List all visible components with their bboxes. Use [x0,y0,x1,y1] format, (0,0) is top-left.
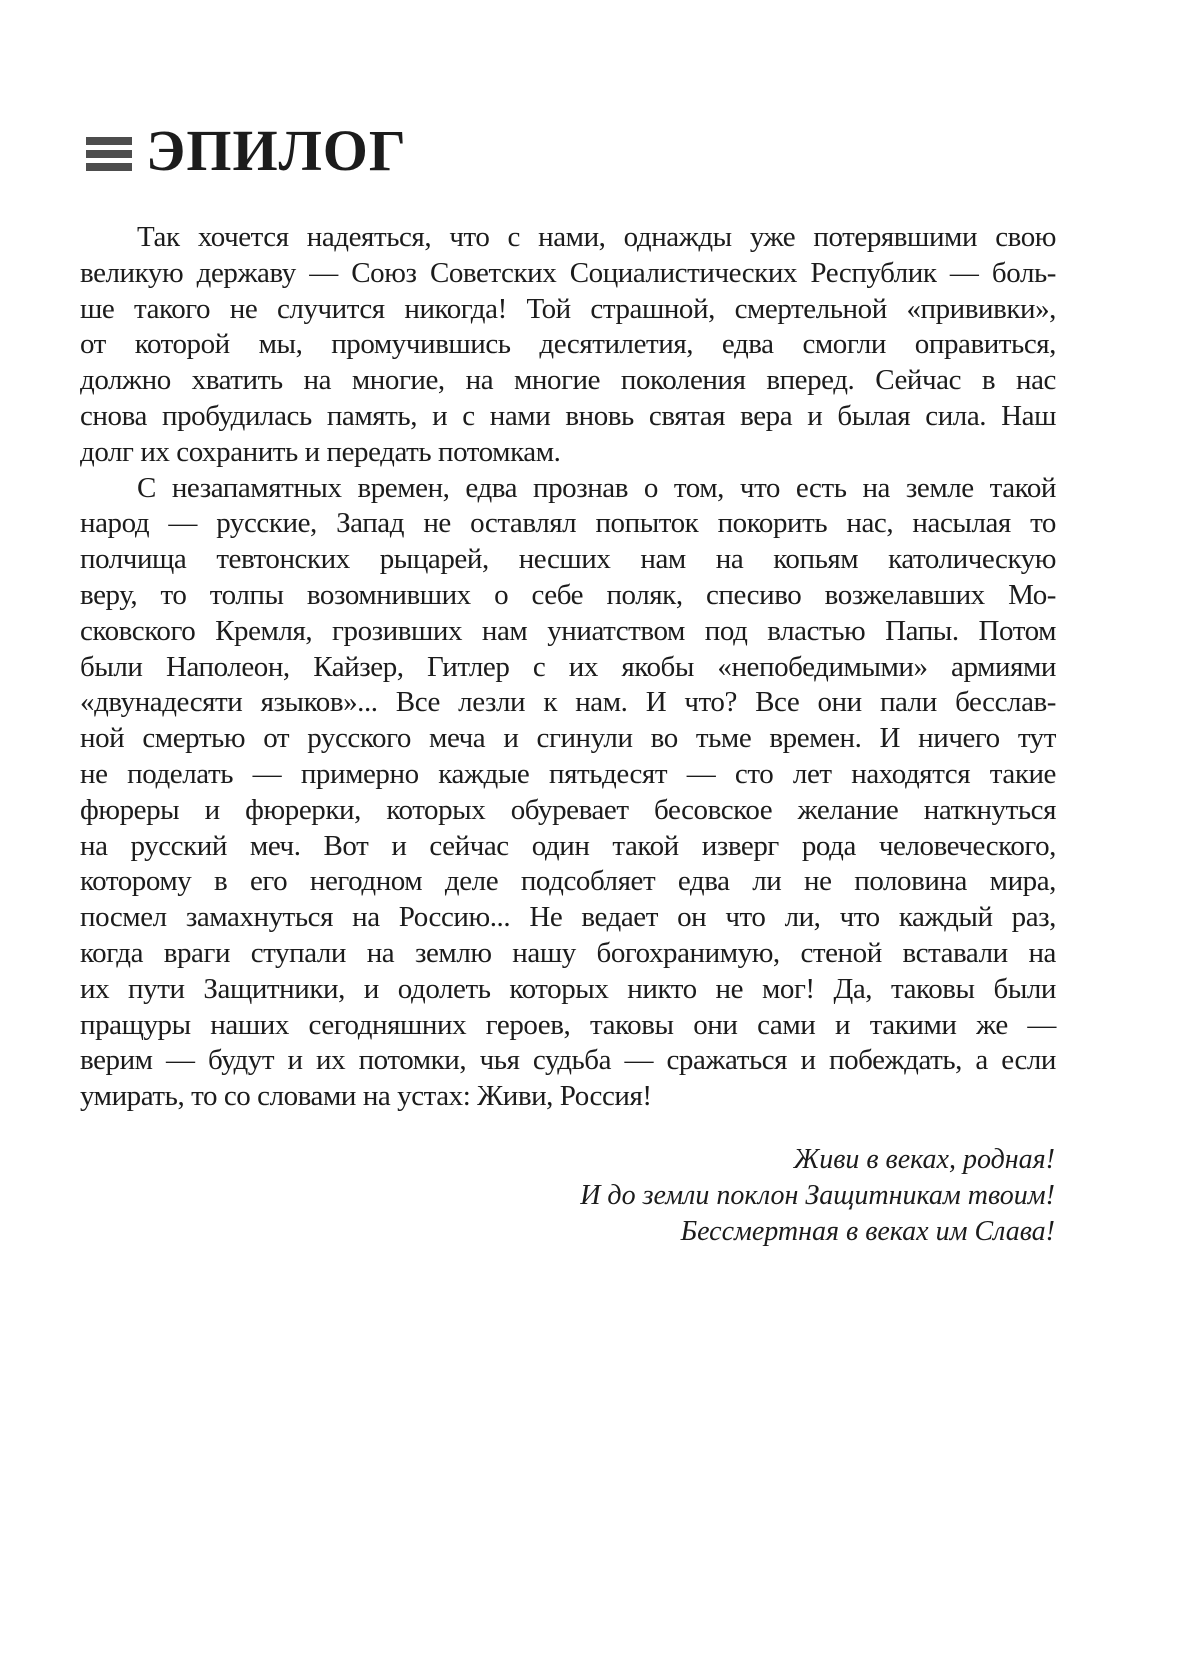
epigraph-line: И до земли поклон Защитникам твоим! [580,1180,1055,1211]
paragraph [80,220,1056,471]
text-line: С незапамятных времен, едва прознав о том, что есть на земле такой [137,471,1056,504]
text-line: долг их сохранить и передать потомкам. [80,435,561,468]
chapter-body [80,220,1056,1115]
text-line: веру, то толпы возомнивших о себе поляк, спесиво возжелавших Мо- [80,578,1056,611]
epigraph-line: Бессмертная в веках им Слава! [680,1216,1055,1247]
text-line: когда враги ступали на землю нашу богохранимую, стеной вставали на [80,936,1056,969]
epigraph-line: Живи в веках, родная! [793,1144,1055,1175]
chapter-title: ЭПИЛОГ [146,118,407,183]
text-line: «двунадесяти языков»... Все лезли к нам. И что? Все они пали бесслав- [80,686,1056,719]
three-bars-icon [86,137,132,171]
text-line: на русский меч. Вот и сейчас один такой изверг рода человеческого, [80,829,1056,862]
text-line: пращуры наших сегодняшних героев, таковы они сами и такими же — [80,1008,1056,1041]
text-line: посмел замахнуться на Россию... Не ведает он что ли, что каждый раз, [80,901,1056,934]
text-line: от которой мы, промучившись десятилетия, едва смогли оправиться, [80,328,1056,361]
text-line: Так хочется надеяться, что с нами, однажды уже потерявшими свою [137,221,1056,253]
text-line: народ — русские, Запад не оставлял попыток покорить нас, насылая то [80,507,1056,540]
text-line: ше такого не случится никогда! Той страшной, смертельной «прививки», [80,292,1056,325]
text-line: которому в его негодном деле подсобляет едва ли не половина мира, [80,865,1056,898]
text-line: снова пробудилась память, и с нами вновь святая вера и былая сила. Наш [80,399,1056,432]
text-line: их пути Защитники, и одолеть которых никто не мог! Да, таковы были [80,972,1056,1005]
text-line: полчища тевтонских рыцарей, несших нам на копьям католическую [80,543,1056,576]
text-line: умирать, то со словами на устах: Живи, Россия! [80,1080,652,1113]
chapter-header [86,118,407,183]
paragraph [80,471,1056,1115]
text-line: были Наполеон, Кайзер, Гитлер с их якобы «непобедимыми» армиями [80,650,1056,683]
text-line: сковского Кремля, грозивших нам униатством под властью Папы. Потом [80,614,1056,647]
text-line: великую державу — Союз Советских Социалистических Республик — боль- [80,256,1056,289]
text-line: должно хватить на многие, на многие поколения вперед. Сейчас в нас [80,364,1056,397]
closing-verse [355,1142,1055,1250]
text-line: верим — будут и их потомки, чья судьба — сражаться и побеждать, а если [80,1044,1056,1077]
text-line: не поделать — примерно каждые пятьдесят — сто лет находятся такие [80,757,1056,790]
text-line: ной смертью от русского меча и сгинули во тьме времен. И ничего тут [80,722,1056,755]
text-line: фюреры и фюрерки, которых обуревает бесовское желание наткнуться [80,793,1056,826]
